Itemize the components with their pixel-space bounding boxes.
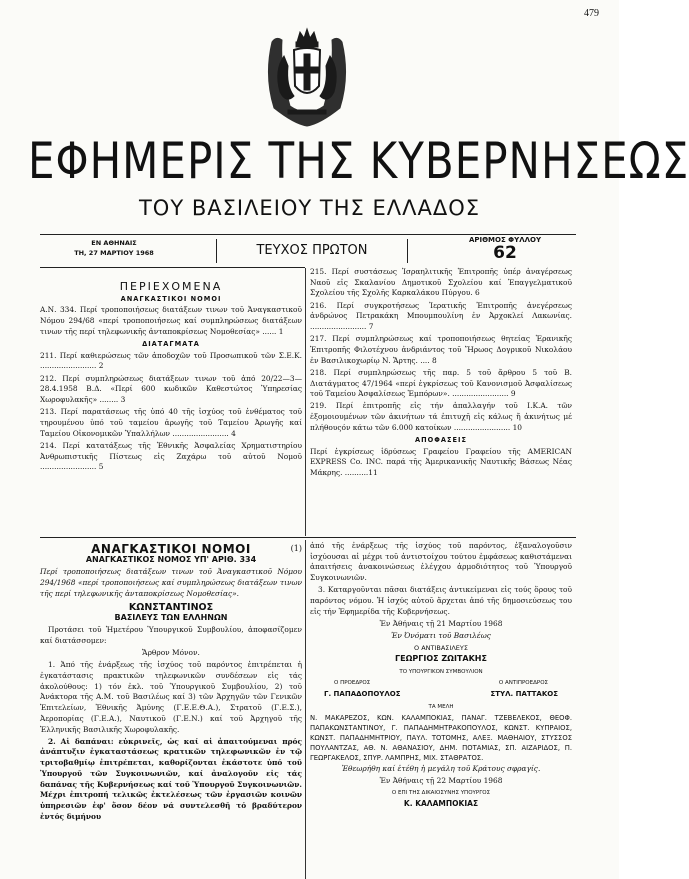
issue-place: ΕΝ ΑΘΗΝΑΙΣ: [91, 239, 137, 247]
law-right-column: [310, 541, 572, 810]
law-place-date: Ἐν Ἀθήναις τῇ 21 Μαρτίου 1968: [379, 618, 503, 628]
header-rule-top: [40, 234, 576, 235]
toc-item-213: 213. Περί παρατάσεως τῆς ὑπό 40 τῆς ἰσχύος τοῦ ἐνθέματος τοῦ τηρουμένου ὑπό τοῦ ταμείου ἀρωγῆς τοῦ Ταμείου Ἀρωγῆς καί Ταμείου Οἰκονομικῶν Ὑπαλλήλων ........................ 4: [40, 407, 302, 438]
sheet-number-block: [440, 236, 570, 262]
toc-item-216: 216. Περί συγκροτήσεως Ἰερατικῆς Ἐπιτροπῆς ἀνεγέρσεως ἀνδρώνος Πετρακάκη Μπουμπουλίνη ἐν Ἀρχοκλεί Λακωνίας. ........................ 7: [310, 300, 572, 332]
column-divider-bottom: [305, 540, 306, 879]
vice-president-label: Ο ΑΝΤΙΠΡΟΕΔΡΟΣ: [498, 680, 548, 687]
toc-decision-item: Περί ἐγκρίσεως ἱδρύσεως Γραφείου Γραφείου τῆς AMERICAN EXPRESS Co. INC. παρά τῆς Ἀμερικανικῆς Ναυτικῆς Βάσεως Νέας Μάκρης. ..........11: [310, 446, 572, 478]
sheet-number: 62: [493, 243, 517, 263]
toc-section-decrees: ΔΙΑΤΑΓΜΑΤΑ: [142, 340, 200, 349]
toc-left-column: [40, 282, 302, 474]
toc-item-215: 215. Περί συστάσεως Ἰσραηλιτικῆς Ἐπιτροπῆς ὑπέρ ἀναγέρσεως Ναοῦ εἰς Σκαλανίου Δημοτικοῦ Σχολείου καί Ἐπαγγελματικοῦ Σχολείου τῆς Σχολῆς Καρκαλάκου Πύργου. 6: [310, 267, 572, 298]
toc-item-211: 211. Περί καθιερώσεως τῶν ἀποδοχῶν τοῦ Προσωπικοῦ τῶν Σ.Ε.Κ. ........................ 2: [40, 350, 302, 371]
law-continuation: ἀπό τῆς ἐνάρξεως τῆς ἰσχύος τοῦ παρόντος, ἐξαναλογοῦσιν ἰσχύουσαι αἱ μέχρι τοῦ ἀντιστοίχου τούτου ἐμφάσεως καθιστάμεναι ἀπαιτήσεις ἀνακοινώσεως ἐλέγχου ἀρμοδιότητος τοῦ Ὑπουργοῦ Συγκοινωνιῶν.: [310, 541, 572, 583]
justice-minister-name: Κ. ΚΑΛΑΜΠΟΚΙΑΣ: [403, 799, 479, 809]
law-preamble: Προτάσει τοῦ Ἡμετέρου Ὑπουργικοῦ Συμβουλίου, ἀποφασίζομεν καί διατάσσομεν:: [40, 625, 302, 645]
toc-item-217: 217. Περί συμπληρώσεως καί τροποποιήσεως θητείας Ἐρανικῆς Ἐπιτροπῆς Φιλοτέχνου ἀνδριάντος τοῦ Ἥρωος Δογρικοῦ Νικολάου ἐν Βασιλικοχωρίῳ Ν. Ἄρτης. .... 8: [310, 334, 572, 365]
president-name: Γ. ΠΑΠΑΔΟΠΟΥΛΟΣ: [324, 690, 401, 699]
royal-crest-icon: [264, 26, 350, 130]
regent-label: Ο ΑΝΤΙΒΑΣΙΛΕΥΣ: [414, 644, 468, 653]
regent-name: ΓΕΩΡΓΙΟΣ ΖΩΙΤΑΚΗΣ: [395, 654, 487, 664]
justice-minister-label: Ο ΕΠΙ ΤΗΣ ΔΙΚΑΙΟΣΥΝΗΣ ΥΠΟΥΡΓΟΣ: [391, 790, 491, 797]
toc-item-219: 219. Περί ἐπιτροπῆς εἰς τήν ἀπαλλαγήν τοῦ Ι.Κ.Α. τῶν ἐξομοιουμένων τῶν ἀκινήτων τά ἐπιτυχῆ εἰς κάλως ἤ ἀκινήτως μέ πλήθουςόν κάτω τῶν 6.000 κατοίκων ........................ 10: [310, 401, 572, 432]
law-paragraph-2: 2. Αἱ δαπάναι: εὐκρινεῖς, ὡς καί αἱ ἀπαιτούμεναι πρός ἀνάπτυξιν ἐγκαταστάσεως κρατικῶν τηλεφωνικῶν ἐν τῷ τριτοβαθμίῳ ἐπιτρέπεται, καθορίζονται ἐκάστοτε ὑπό τοῦ Ὑπουργοῦ τῶν Συγκοινωνιῶν, καί ἀναλογοῦν εἰς τάς δαπάνας τῆς Κυβερνήσεως καί τοῦ Ὑπουργοῦ Συγκοινωνιῶν. Μέχρι ἐπιτροπή τελικῶς ἐκτελέσεως τῶν ἐργασιῶν κοινῶν ὑπηρεσιῶν ἐφ' ὅσον δέον νά συντελεσθῆ τό βραδύτερον ἐντός διμήνου: [40, 736, 303, 821]
toc-item-212: 212. Περί συμπληρώσεως διατάξεων τινων τοῦ ἀπό 20/22—3—28.4.1958 Β.Δ. «Περί 600 κωδικῶν Καθεστώτος Ὑπηρεσίας Χωροφυλακῆς» ........ 3: [40, 373, 302, 405]
council-members: Ν. ΜΑΚΑΡΕΖΟΣ, ΚΩΝ. ΚΑΛΑΜΠΟΚΙΑΣ, ΠΑΝΑΓ. ΤΖΕΒΕΛΕΚΟΣ, ΘΕΟΦ. ΠΑΠΑΚΩΝΣΤΑΝΤΙΝΟΥ, Γ. ΠΑΠΑΔΗΜΗΤΡΑΚΟΠΟΥΛΟΣ, ΚΩΝΣΤ. ΚΥΠΡΑΙΟΣ, ΚΩΝΣΤ. ΠΑΠΑΔΗΜΗΤΡΙΟΥ, ΠΑΥΛ. ΤΟΤΟΜΗΣ, ΑΛΕΞ. ΜΑΘΗΑΙΟΥ, ΣΤΥΣΣΟΣ ΠΟΥΛΑΝΤΖΑΣ, ΑΘ. Ν. ΑΘΑΝΑΣΙΟΥ, ΔΗΜ. ΠΟΤΑΜΙΑΣ, ΣΠ. ΑΙΖΑΡΙΔΟΣ, Π. ΓΕΩΡΓΑΚΕΛΟΣ, ΣΠΥΡ. ΛΑΜΠΡΗΣ, ΜΙΧ. ΣΤΑΘΡΑΤΟΣ.: [310, 713, 572, 762]
law-paragraph-3: 3. Καταργοῦνται πᾶσαι διατάξεις ἀντικείμεναι εἰς τούς ὅρους τοῦ παρόντος νόμου. Ἡ ἰσχύς αὐτοῦ ἄρχεται ἀπό τῆς δημοσιεύσεως του εἰς τήν Ἐφημερίδα τῆς Κυβερνήσεως.: [310, 585, 572, 616]
king-name: ΚΩΝΣΤΑΝΤΙΝΟΣ: [128, 601, 214, 613]
law-section-title: ΑΝΑΓΚΑΣΤΙΚΟΙ ΝΟΜΟΙ: [91, 542, 251, 556]
toc-law-item: Α.Ν. 334. Περί τροποποιήσεως διατάξεων τινων τοῦ Ἀναγκαστικοῦ Νόμου 294/68 «περί τροποποιήσεως καί συμπληρώσεως διατάξεων τινων τῆς περί τηλεφωνικῆς ἀνταποκρίσεως Νομοθεσίας» ...... 1: [40, 305, 302, 336]
toc-section-decisions: ΑΠΟΦΑΣΕΙΣ: [415, 436, 467, 445]
president-label: Ο ΠΡΟΕΔΡΟΣ: [334, 680, 371, 687]
law-left-column: [40, 544, 302, 824]
article-heading: Ἄρθρον Μόνον.: [142, 648, 200, 658]
council-label: ΤΟ ΥΠΟΥΡΓΙΚΟΝ ΣΥΜΒΟΥΛΙΟΝ: [399, 668, 483, 675]
toc-title: ΠΕΡΙΕΧΟΜΕΝΑ: [119, 280, 223, 293]
law-heading-block: [40, 544, 302, 555]
footnote-mark: (1): [290, 544, 302, 553]
law-paragraph-1: 1. Ἀπό τῆς ἐνάρξεως τῆς ἰσχύος τοῦ παρόντος ἐπιτρέπεται ἡ ἐγκατάστασις πρακτικῶν τηλεφωνικῶν συνδέσεων εἰς τάς ἀκολούθους: 1) τόν ἐκλ. τοῦ Ὑπουργικοῦ Συμβουλίου, 2) τοῦ Ἀνάκτορα τῆς Α.Μ. τοῦ Βασιλέως καί 3) τῶν Ἀρχηγῶν τῶν Γενικῶν Ἐπιτελείων, Ἐθνικῆς Ἀμύνης (Γ.Ε.Ε.Θ.Α.), Στρατοῦ (Γ.Ε.Σ.), Ἀεροπορίας (Γ.Ε.Α.), Ναυτικοῦ (Γ.Ε.Ν.) καί τοῦ Ἀρχηγοῦ τῆς Ἑλληνικῆς Βασιλικῆς Χωροφυλακῆς.: [40, 660, 302, 734]
gazette-title: ΕΦΗΜΕΡΙΣ ΤΗΣ ΚΥΒΕΡΝΗΣΕΩΣ: [28, 132, 689, 190]
page-number: 479: [584, 8, 599, 19]
header-rule-bottom: [40, 267, 305, 268]
issue-type: ΤΕΥΧΟΣ ΠΡΩΤΟΝ: [216, 239, 408, 263]
sheet-label: ΑΡΙΘΜΟΣ ΦΥΛΛΟΥ: [468, 236, 542, 244]
law-number-title: ΑΝΑΓΚΑΣΤΙΚΟΣ ΝΟΜΟΣ ΥΠ' ΑΡΙΘ. 334: [85, 554, 257, 564]
vice-president-name: ΣΤΥΛ. ΠΑΤΤΑΚΟΣ: [490, 690, 558, 699]
officers-labels: [310, 678, 572, 689]
king-order: Ἐν Ὀνόματι τοῦ Βασιλέως: [391, 631, 491, 641]
officers-names: [310, 689, 572, 700]
members-label: ΤΑ ΜΕΛΗ: [428, 703, 454, 710]
toc-section-laws: ΑΝΑΓΚΑΣΤΙΚΟΙ ΝΟΜΟΙ: [120, 294, 222, 303]
toc-right-column: [310, 267, 572, 480]
seal-note: Ἐθεωρήθη καί ἐτέθη ἡ μεγάλη τοῦ Κράτους σφραγίς.: [341, 764, 541, 774]
gazette-subtitle: ΤΟΥ ΒΑΣΙΛΕΙΟΥ ΤΗΣ ΕΛΛΑΔΟΣ: [138, 196, 481, 220]
toc-item-218: 218. Περί συμπληρώσεως τῆς παρ. 5 τοῦ ἄρθρου 5 τοῦ Β. Διατάγματος 47/1964 «περί ἐγκρίσεως τοῦ Κανονισμοῦ Ἀσφαλίσεως τοῦ Ταμείου Ἀσφαλίσεως Ἐμπόρων». ........................ 9: [310, 367, 572, 399]
king-title: ΒΑΣΙΛΕΥΣ ΤΩΝ ΕΛΛΗΝΩΝ: [114, 612, 228, 622]
toc-bottom-rule: [40, 537, 576, 538]
seal-date: Ἐν Ἀθήναις τῇ 22 Μαρτίου 1968: [379, 776, 503, 786]
issue-date-block: [44, 238, 184, 258]
issue-date: ΤΗ, 27 ΜΑΡΤΙΟΥ 1968: [74, 249, 154, 257]
law-summary: Περί τροποποιήσεως διατάξεων τινων τοῦ Ἀναγκαστικοῦ Νόμου 294/1968 «περί τροποποιήσεως καί συμπληρώσεως διατάξεων τινων τῆς περί τηλεφωνικῆς ἀνταποκρίσεως Νομοθεσίας».: [40, 567, 302, 598]
toc-item-214: 214. Περί κατατάξεως τῆς Ἐθνικῆς Ἀσφαλείας Χρηματιστηρίου Ἀνθρωπιστικῆς Πίστεως εἰς Ζαχάρω τοῦ αὐτοῦ Νομοῦ ........................ 5: [40, 440, 302, 472]
column-divider-top: [305, 268, 306, 536]
